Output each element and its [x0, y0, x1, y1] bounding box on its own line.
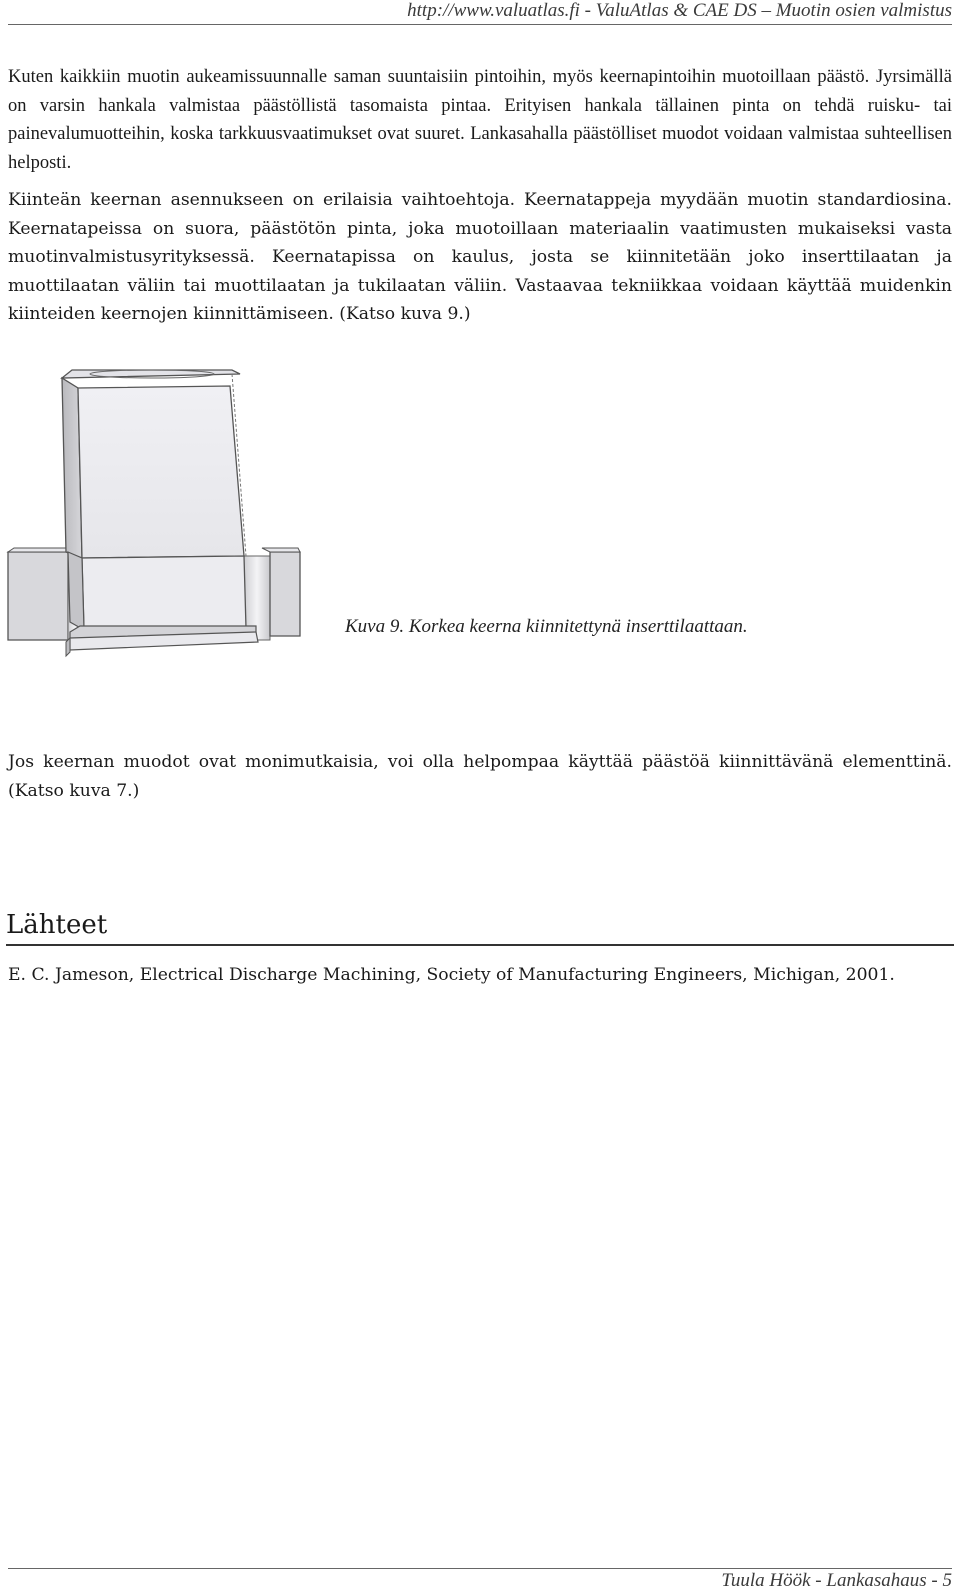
core-insert-illustration [0, 360, 320, 665]
paragraph-core-mounting: Kiinteän keernan asennukseen on erilaisia vaihtoehtoja. Keernatappeja myydään muotin standardiosina. Keernatapeissa on suora, päästötön pinta, joka muotoillaan materiaalin vaatimusten mukaiseksi vasta muotinvalmistusyrityksessä. Keernatapissa on kaulus, josta se kiinnitetään joko inserttilaatan ja muottilaatan väliin tai muottilaatan ja tukilaatan väliin. Vastaavaa tekniikkaa voidaan käyttää muidenkin kiinteiden keernojen kiinnittämiseen. (Katso kuva 9.) [8, 190, 952, 324]
paragraph-complex-core: Jos keernan muodot ovat monimutkaisia, voi olla helpompaa käyttää päästöä kiinnittävänä elementtinä. (Katso kuva 7.) [8, 752, 952, 801]
reference-entry: E. C. Jameson, Electrical Discharge Machining, Society of Manufacturing Engineers, Michigan, 2001. [8, 965, 895, 985]
sources-heading: Lähteet [6, 910, 954, 946]
running-footer: Tuula Höök - Lankasahaus - 5 [8, 1568, 952, 1592]
running-header: http://www.valuatlas.fi - ValuAtlas & CAE DS – Muotin osien valmistus [8, 0, 952, 25]
figure-caption: Kuva 9. Korkea keerna kiinnitettynä inserttilaattaan. [345, 616, 748, 637]
paragraph-draft-surfaces: Kuten kaikkiin muotin aukeamissuunnalle saman suuntaisiin pintoihin, myös keernapintoihin muotoillaan päästö. Jyrsimällä on varsin hankala valmistaa päästöllistä tasomaista pintaa. Erityisen hankala tällainen pinta on tehdä ruisku- tai painevalumuotteihin, koska tarkkuusvaatimukset ovat suuret. Lankasahalla päästölliset muodot voidaan valmistaa suhteellisen helposti. [8, 67, 952, 173]
